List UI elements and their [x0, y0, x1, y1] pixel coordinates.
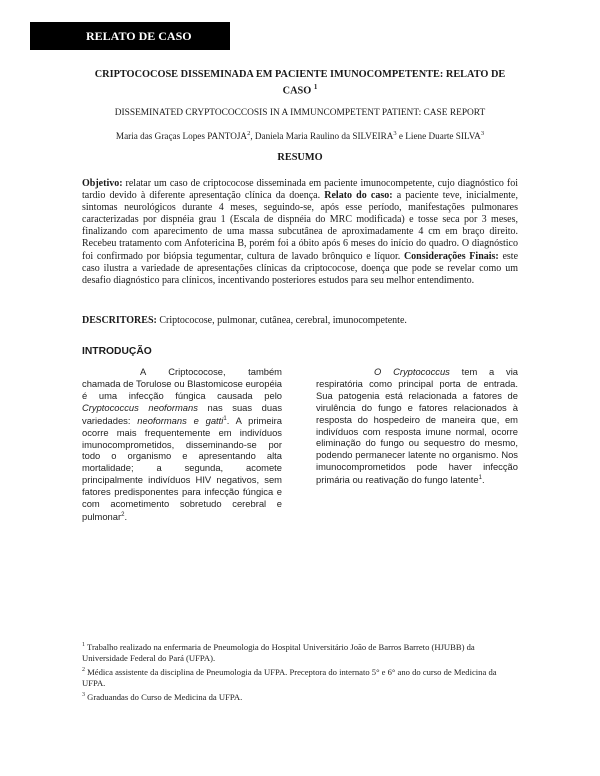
text-run: A Criptococose, também chamada de Torulose ou Blastomicose européia é uma infecção fúngica causada pelo [82, 366, 282, 401]
footnote-text: Médica assistente da disciplina de Pneumologia da UFPA. Preceptora do internato 5° e 6° ano do curso de Medicina da UFPA. [82, 666, 497, 688]
intro-paragraph-1 [82, 366, 282, 523]
variety-name: neoformans [137, 414, 187, 426]
footnotes [82, 640, 518, 704]
species-name: O Cryptococcus [374, 366, 450, 377]
footnote-mark: 3 [82, 691, 85, 698]
article-title [80, 68, 520, 97]
english-title: DISSEMINATED CRYPTOCOCCOSIS IN A IMMUNCOMPETENT PATIENT: CASE REPORT [114, 108, 486, 118]
final-considerations-text: este caso ilustra a variedade de apresentações clínicas da criptococose, doença que pode se revelar como um desafio diagnóstico para clínicos, incentivando posteriores estudos para seu melhor entendimento. [82, 250, 519, 286]
objective-label: Objetivo: [82, 178, 123, 189]
author-name: Maria das Graças Lopes PANTOJA [115, 131, 248, 142]
text-run: nas suas duas variedades: [82, 401, 283, 426]
footnote-mark: 1 [82, 642, 85, 648]
final-considerations-label: Considerações Finais: [403, 250, 499, 262]
footnote-mark: 2 [82, 666, 85, 673]
right-column [316, 366, 518, 486]
footnote [82, 665, 518, 689]
footnote [82, 640, 518, 664]
section-banner: RELATO DE CASO [30, 22, 230, 50]
author-mark: 2 [247, 130, 251, 137]
abstract-body [82, 178, 518, 287]
title-footnote-mark: 1 [313, 83, 318, 91]
article-title-text: CRIPTOCOCOSE DISSEMINADA EM PACIENTE IMUNOCOMPETENTE: RELATO DE CASO [94, 69, 506, 97]
text-run: . A primeira ocorre mais frequentemente em indivíduos imunocomprometidos, disseminando-se por todo o organismo e apresentando alta mortalidade; a segunda, acomete principalmente indivíduos HIV negativos, sem fatores predisponentes para infecção fúngica e com acometimento sobretudo cerebral e pulmonar [82, 414, 282, 523]
author-separator: e [396, 131, 406, 142]
text-run: . [124, 511, 128, 523]
author-name: Liene Duarte SILVA [405, 131, 481, 142]
author-mark: 3 [393, 130, 397, 137]
author-mark: 3 [480, 130, 485, 137]
variety-name: gatti [205, 414, 224, 426]
footnote-text: Graduandas do Curso de Medicina da UFPA. [85, 691, 243, 702]
text-run: e [186, 414, 206, 426]
left-column [82, 366, 282, 523]
case-report-text: a paciente teve, inicialmente, sintomas neurológicos durante 4 meses, seguindo-se, após esse período, manifestações pulmonares caracterizadas por dispnéia grau 1 (Escala de dispnéia do MRC modificada) e tosse seca por 3 meses, finalizando com aparecimento de uma massa subcutânea de aproximadamente 4 cm em braço direito. Recebeu tratamento com Anfotericina B, porém foi a óbito após 6 meses do início do quadro. O diagnóstico foi confirmado por biópsia tegumentar, cultura de lavado brônquico e líquor. [82, 190, 518, 262]
footnote-text: Trabalho realizado na enfermaria de Pneumologia do Hospital Universitário João de Barros Barreto (HJUBB) da Universidade Federal do Pará (UFPA). [82, 641, 475, 663]
descriptors [82, 315, 518, 326]
author-separator: , [250, 131, 255, 142]
intro-paragraph-2 [316, 366, 518, 486]
abstract-heading: RESUMO [277, 152, 323, 163]
citation-mark: 2 [121, 512, 125, 518]
species-name: Cryptococcus neoformans [82, 401, 198, 413]
text-run: tem a via respiratória como principal porta de entrada. Sua patogenia está relacionada a fatores de virulência do fungo e fatores relacionados à resposta do hospedeiro de maneira que, em indivíduos com resposta imune normal, ocorre eliminação do fungo ou sequestro do mesmo, podendo permanecer latente no organismo. Nos imunocomprometidos pode haver infecção primária ou reativação do fungo latente [316, 366, 519, 486]
text-run: . [481, 474, 485, 486]
citation-mark: 1 [223, 415, 227, 422]
objective-text: relatar um caso de criptococose disseminada em paciente imunocompetente, cujo diagnóstico foi tardio devido à diferente apresentação clínica da doença. [82, 178, 518, 202]
introduction-heading: INTRODUÇÃO [82, 346, 152, 357]
author-list [60, 130, 540, 141]
citation-mark: 1 [478, 475, 482, 482]
case-report-label: Relato do caso: [324, 190, 393, 202]
descriptors-label: DESCRITORES: [82, 315, 157, 326]
author-name: Daniela Maria Raulino da SILVEIRA [254, 131, 394, 142]
footnote [82, 690, 518, 703]
descriptors-text: Criptococose, pulmonar, cutânea, cerebral, imunocompetente. [156, 315, 407, 326]
